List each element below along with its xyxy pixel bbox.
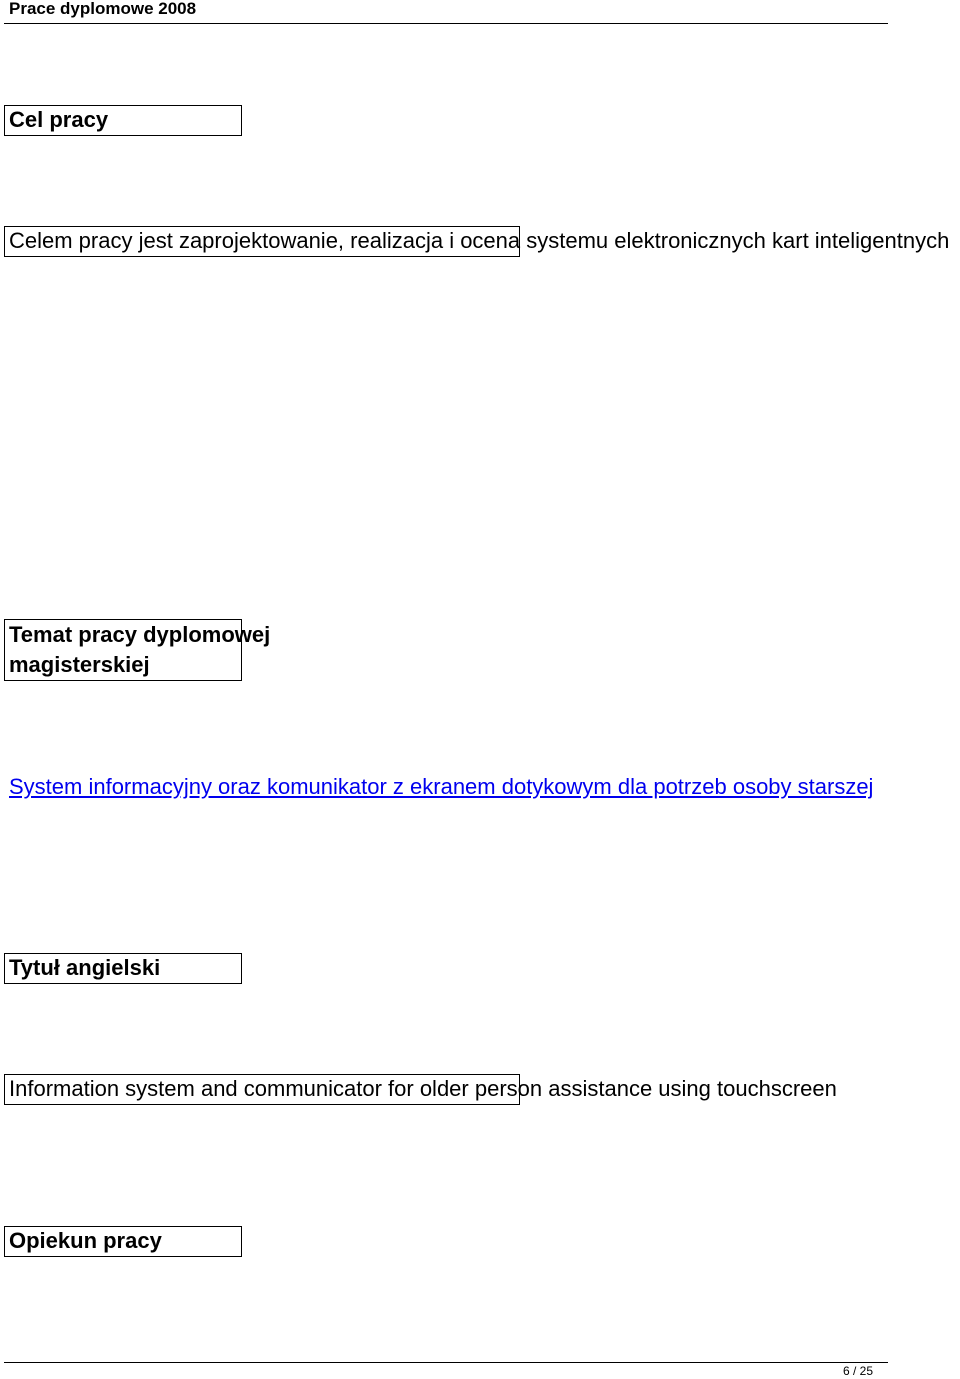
supervisor-label: Opiekun pracy <box>9 1228 162 1253</box>
english-title-label: Tytuł angielski <box>9 955 161 980</box>
topic-label-line2: magisterskiej <box>9 652 150 677</box>
goal-label: Cel pracy <box>9 107 109 132</box>
topic-label-line1: Temat pracy dyplomowej <box>9 622 271 647</box>
goal-value: Celem pracy jest zaprojektowanie, realizacja i ocena systemu elektronicznych kart inteligentnych <box>9 228 950 253</box>
english-title-value: Information system and communicator for older person assistance using touchscreen <box>9 1076 837 1101</box>
topic-value-link[interactable]: System informacyjny oraz komunikator z ekranem dotykowym dla potrzeb osoby starszej <box>9 774 874 799</box>
page-number: 6 / 25 <box>842 1364 873 1378</box>
header-divider <box>4 23 888 24</box>
header-title: Prace dyplomowe 2008 <box>9 0 197 18</box>
footer-divider <box>4 1362 888 1363</box>
